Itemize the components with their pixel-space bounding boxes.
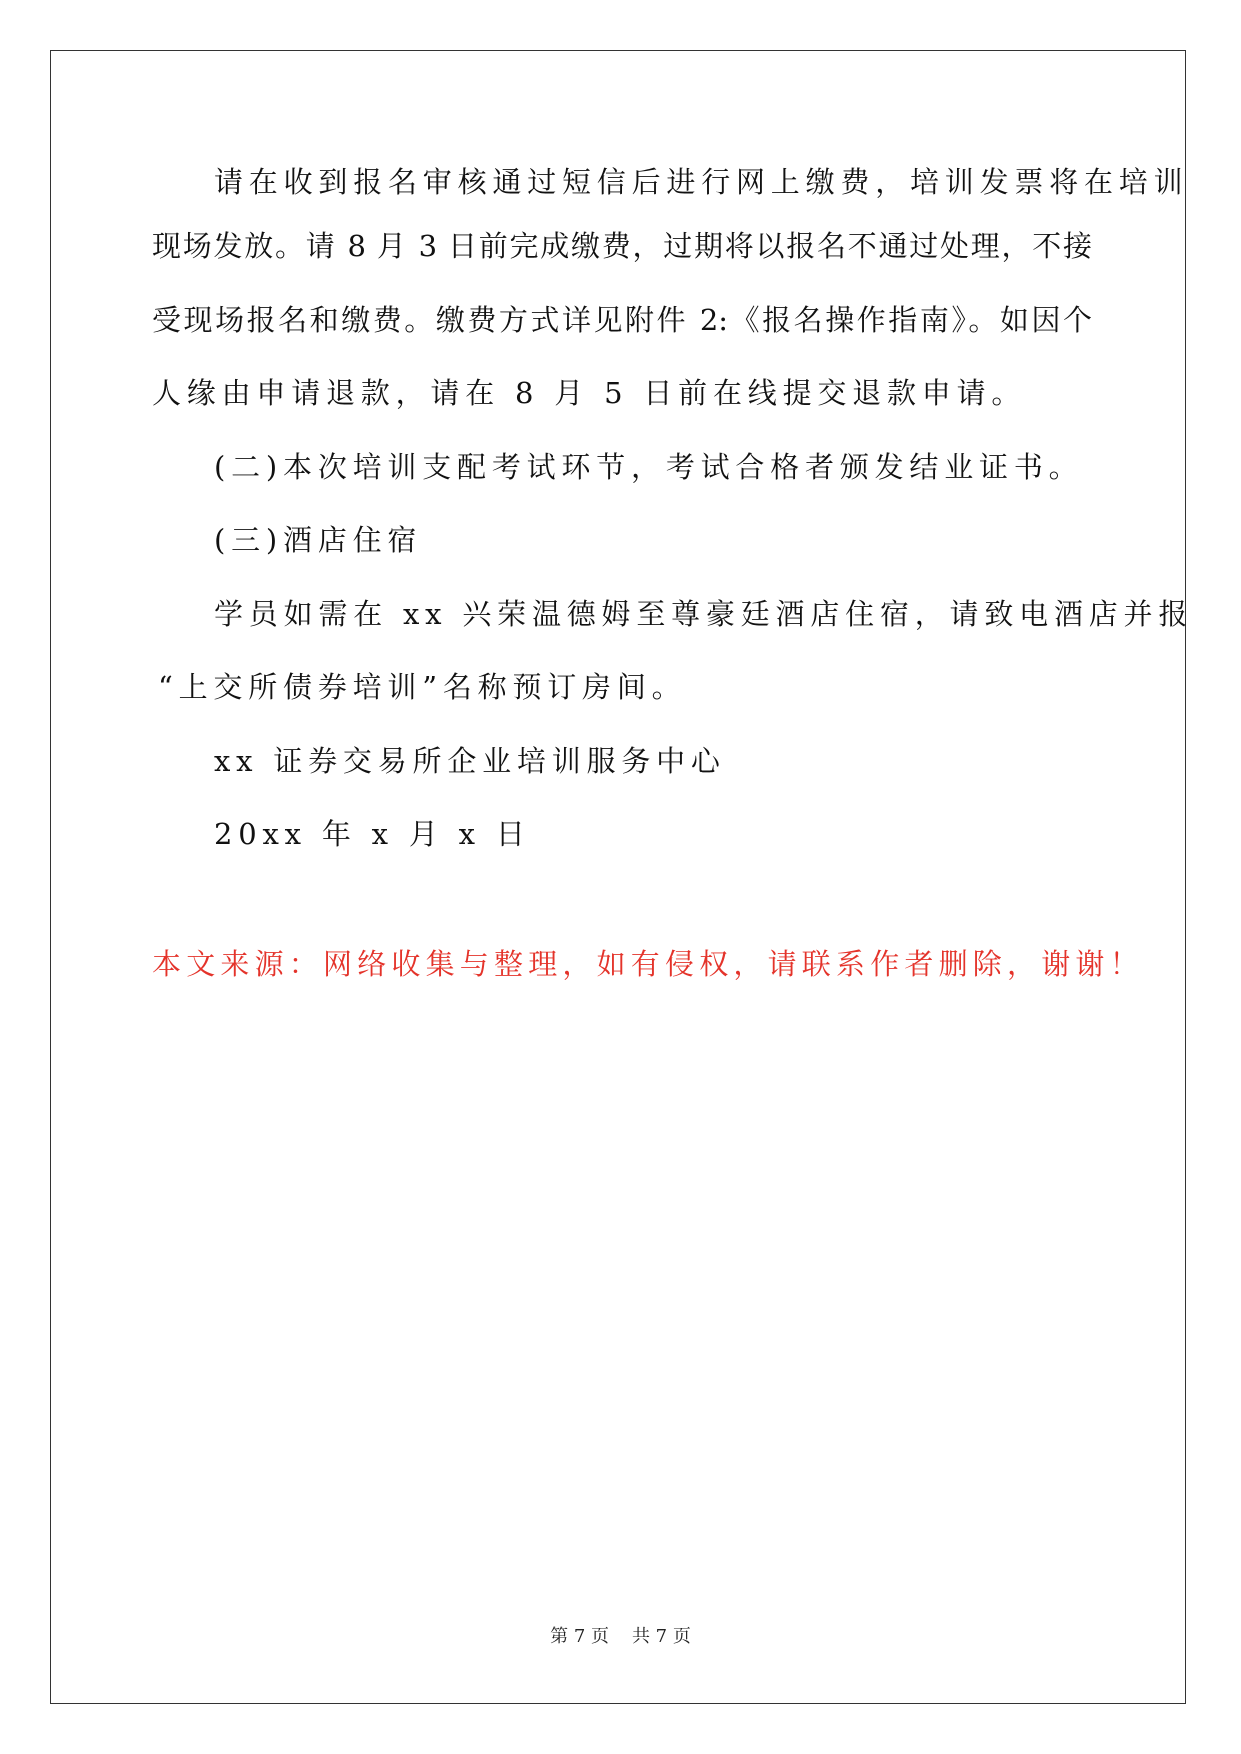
paragraph-2: (二)本次培训支配考试环节，考试合格者颁发结业证书。 xyxy=(214,450,1084,484)
source-notice: 本文来源：网络收集与整理，如有侵权，请联系作者删除，谢谢！ xyxy=(152,947,1144,981)
page-footer: 第 7 页 共 7 页 xyxy=(550,1626,691,1647)
paragraph-3-heading: (三)酒店住宿 xyxy=(214,523,423,557)
paragraph-1-line-4: 人缘由申请退款，请在 8 月 5 日前在线提交退款申请。 xyxy=(152,376,1027,410)
paragraph-1-line-1: 请在收到报名审核通过短信后进行网上缴费，培训发票将在培训 xyxy=(214,165,1189,199)
signature-date: 20xx 年 x 月 x 日 xyxy=(214,817,531,851)
paragraph-4-line-1: 学员如需在 xx 兴荣温德姆至尊豪廷酒店住宿，请致电酒店并报 xyxy=(214,597,1194,631)
page-border xyxy=(50,50,1189,1704)
organization-signature: xx 证券交易所企业培训服务中心 xyxy=(214,744,726,778)
paragraph-1-line-3: 受现场报名和缴费。缴费方式详见附件 2:《报名操作指南》。如因个 xyxy=(152,303,1092,337)
paragraph-4-line-2: “上交所债券培训”名称预订房间。 xyxy=(158,670,687,704)
paragraph-1-line-2: 现场发放。请 8 月 3 日前完成缴费，过期将以报名不通过处理，不接 xyxy=(152,229,1092,263)
